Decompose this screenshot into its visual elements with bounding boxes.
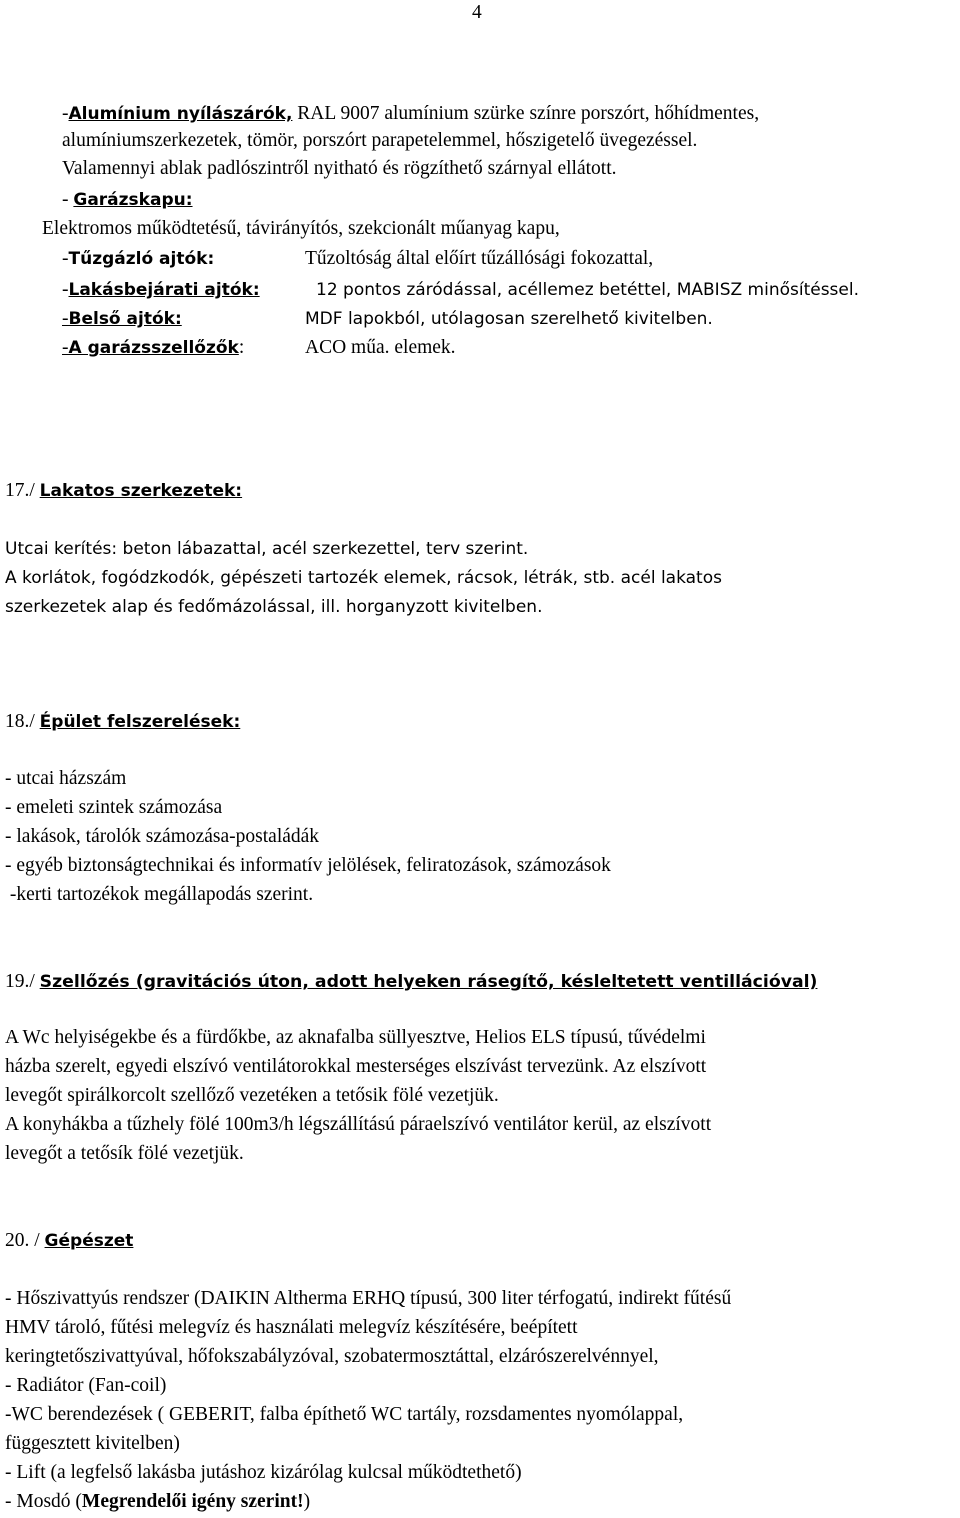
list-item: - lakások, tárolók számozása-postaládák [5, 826, 320, 847]
inner-door-dash: - [62, 308, 69, 329]
section-19-line-5: levegőt a tetősík fölé vezetjük. [5, 1143, 244, 1164]
section-18-heading [5, 709, 240, 735]
section-17-line-2: A korlátok, fogódzkodók, gépészeti tartozék elemek, rácsok, létrák, stb. acél lakatos [5, 568, 722, 588]
section-19-title: Szellőzés (gravitációs úton, adott helyeken rásegítő, késleltetett ventillációval) [39, 972, 818, 992]
section-17-number: 17./ [5, 480, 40, 501]
entry-door-title: Lakásbejárati ajtók: [68, 280, 260, 300]
aluminium-dash: - [62, 103, 69, 124]
garage-vent-text: ACO műa. elemek. [305, 337, 456, 358]
section-20-line-4: - Radiátor (Fan-coil) [5, 1375, 167, 1396]
entry-door-text: 12 pontos záródással, acéllemez betéttel, MABISZ minősítéssel. [316, 280, 860, 300]
section-18-number: 18./ [5, 711, 40, 732]
list-item: - egyéb biztonságtechnikai és informatív jelölések, feliratozások, számozások [5, 855, 611, 876]
garage-title: Garázskapu: [73, 190, 193, 210]
list-item: - emeleti szintek számozása [5, 797, 223, 818]
entry-door-dash: - [62, 279, 69, 300]
garage-dash: - [62, 189, 74, 210]
section-19-number: 19./ [5, 971, 40, 992]
washbasin-suffix: ) [303, 1491, 311, 1512]
section-20-line-8 [5, 1489, 310, 1515]
garage-vent-label [62, 335, 244, 361]
fire-door-text: Tűzoltóság által előírt tűzállósági fokozattal, [305, 248, 654, 269]
section-20-title: Gépészet [44, 1231, 134, 1251]
list-item: - utcai házszám [5, 768, 127, 789]
fire-door-label [62, 246, 214, 272]
aluminium-line-2: alumíniumszerkezetek, tömör, porszórt parapetelemmel, hőszigetelő üvegezéssel. [62, 130, 698, 151]
entry-door-label [62, 277, 260, 303]
section-20-line-3: keringtetőszivattyúval, hőfokszabályzóval, szobatermosztáttal, elzárószerelvénnyel, [5, 1346, 659, 1367]
garage-vent-title: A garázsszellőzők [68, 338, 239, 358]
section-18-title: Épület felszerelések: [39, 712, 241, 732]
section-17-line-3: szerkezetek alap és fedőmázolással, ill. horganyzott kivitelben. [5, 597, 543, 617]
fire-door-title: Tűzgázló ajtók: [68, 249, 215, 269]
garage-vent-dash: - [62, 337, 69, 358]
section-19-line-3: levegőt spirálkorcolt szellőző vezetéken a tetősik fölé vezetjük. [5, 1085, 499, 1106]
section-19-line-2: házba szerelt, egyedi elszívó ventilátorokkal mesterséges elszívást tervezünk. Az elszívott [5, 1056, 707, 1077]
garage-heading [62, 187, 193, 213]
section-19-line-1: A Wc helyiségekbe és a fürdőkbe, az aknafalba süllyesztve, Helios ELS típusú, tűvédelmi [5, 1027, 706, 1048]
section-17-line-1: Utcai kerítés: beton lábazattal, acél szerkezettel, terv szerint. [5, 539, 529, 559]
aluminium-line-1 [62, 101, 759, 127]
washbasin-emphasis: Megrendelői igény szerint! [81, 1491, 304, 1512]
section-19-line-4: A konyhákba a tűzhely fölé 100m3/h légszállítású páraelszívó ventilátor kerül, az elszívott [5, 1114, 712, 1135]
page-number: 4 [472, 2, 482, 23]
section-20-line-2: HMV tároló, fűtési melegvíz és használati melegvíz készítésére, beépített [5, 1317, 578, 1338]
section-20-line-5: -WC berendezések ( GEBERIT, falba építhető WC tartály, rozsdamentes nyomólappal, [5, 1404, 684, 1425]
section-20-line-1: - Hőszivattyús rendszer (DAIKIN Altherma ERHQ típusú, 300 liter térfogatú, indirekt fűtésű [5, 1288, 732, 1309]
list-item: -kerti tartozékok megállapodás szerint. [5, 884, 314, 905]
aluminium-title: Alumínium nyílászárók, [68, 104, 293, 124]
aluminium-text-1: RAL 9007 alumínium szürke színre porszórt, hőhídmentes, [292, 103, 760, 124]
section-20-line-7: - Lift (a legfelső lakásba jutáshoz kizárólag kulcsal működtethető) [5, 1462, 522, 1483]
section-17-heading [5, 478, 242, 504]
aluminium-line-3: Valamennyi ablak padlószintről nyitható és rögzíthető szárnyal ellátott. [62, 158, 617, 179]
section-19-heading [5, 969, 817, 995]
inner-door-label [62, 306, 182, 332]
washbasin-prefix: - Mosdó ( [5, 1491, 82, 1512]
section-17-title: Lakatos szerkezetek: [39, 481, 243, 501]
inner-door-title: Belső ajtók: [68, 309, 182, 329]
section-20-heading [5, 1228, 133, 1254]
section-20-number: 20. / [5, 1230, 45, 1251]
section-20-line-6: függesztett kivitelben) [5, 1433, 180, 1454]
fire-door-dash: - [62, 248, 69, 269]
inner-door-text: MDF lapokból, utólagosan szerelhető kivitelben. [305, 309, 713, 329]
garage-text: Elektromos működtetésű, távirányítós, szekcionált műanyag kapu, [42, 218, 560, 239]
garage-vent-colon: : [238, 337, 245, 358]
